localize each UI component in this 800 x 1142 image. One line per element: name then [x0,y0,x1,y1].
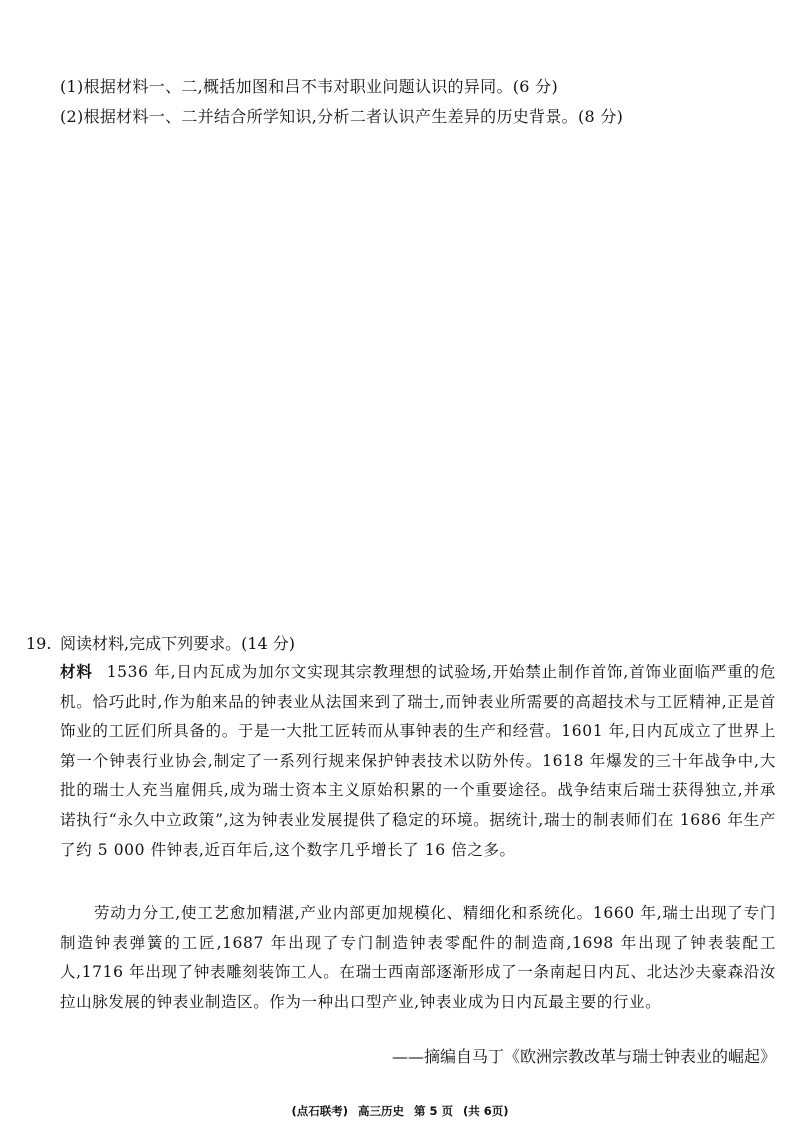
material-label: 材料 [60,663,93,681]
question-part-2: (2)根据材料一、二并结合所学知识,分析二者认识产生差异的历史背景。(8 分) [60,107,624,126]
footer-page-number: 第 5 页 [413,1104,453,1118]
material-paragraph-1 [60,658,776,865]
question-instruction: 阅读材料,完成下列要求。(14 分) [60,634,296,653]
material-text-1: 1536 年,日内瓦成为加尔文实现其宗教理想的试验场,开始禁止制作首饰,首饰业面临严重的危机。恰巧此时,作为舶来品的钟表业从法国来到了瑞士,而钟表业所需要的高超技术与工匠精神,正是首饰业的工匠们所具备的。于是一大批工匠转而从事钟表的生产和经营。1601 年,日内瓦成立了世界上第一个钟表行业协会,制定了一系列行规来保护钟表技术以防外传。1618 年爆发的三十年战争中,大批的瑞士人充当雇佣兵,成为瑞士资本主义原始积累的一个重要途径。战争结束后瑞士获得独立,并承诺执行“永久中立政策”,这为钟表业发展提供了稳定的环境。据统计,瑞士的制表师们在 1686 年生产了约 5 000 件钟表,近百年后,这个数字几乎增长了 16 倍之多。 [60,663,776,859]
question-part-1: (1)根据材料一、二,概括加图和吕不韦对职业问题认识的异同。(6 分) [60,77,559,96]
question-number: 19. [26,634,52,653]
page-footer [0,1103,800,1119]
footer-page-total: (共 6页) [463,1104,509,1118]
material-source: ——摘编自马丁《欧洲宗教改革与瑞士钟表业的崛起》 [391,1047,776,1066]
question-19-heading [26,634,295,654]
footer-subject: 高三历史 [357,1104,404,1118]
footer-exam-name: (点石联考) [291,1104,348,1118]
material-paragraph-2: 劳动力分工,使工艺愈加精湛,产业内部更加规模化、精细化和系统化。1660 年,瑞士出现了专门制造钟表弹簧的工匠,1687 年出现了专门制造钟表零配件的制造商,1698 年出现了钟表装配工人,1716 年出现了钟表雕刻装饰工人。在瑞士西南部逐渐形成了一条南起日内瓦、北达沙夫豪森沿汝拉山脉发展的钟表业制造区。作为一种出口型产业,钟表业成为日内瓦最主要的行业。 [60,904,776,1011]
